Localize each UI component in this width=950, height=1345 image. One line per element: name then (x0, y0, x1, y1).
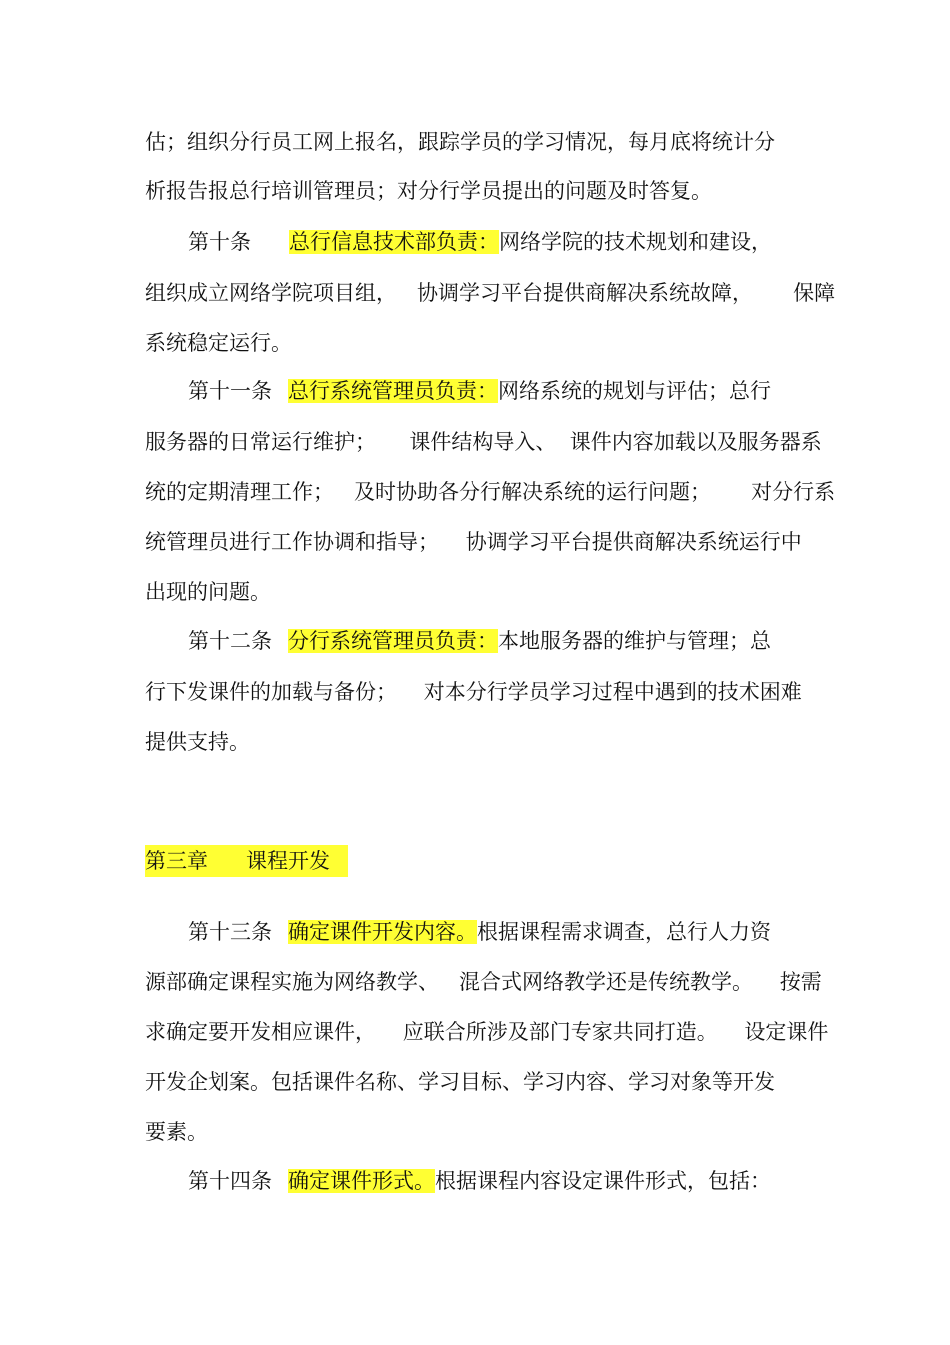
article-11 (188, 376, 771, 406)
article-10 (188, 227, 772, 257)
text-line: 组织成立网络学院项目组， 协调学习平台提供商解决系统故障， 保障 (145, 281, 836, 305)
text-line: 统的定期清理工作； 及时协助各分行解决系统的运行问题； 对分行系 (145, 480, 836, 504)
article-number: 第十一条 (188, 379, 272, 403)
article-text: 根据课程内容设定课件形式，包括： (435, 1169, 771, 1193)
text-line: 出现的问题。 (145, 580, 271, 604)
article-text: 网络系统的规划与评估；总行 (498, 379, 771, 403)
article-heading: 总行系统管理员负责： (288, 379, 498, 403)
text-line: 求确定要开发相应课件， 应联合所涉及部门专家共同打造。 设定课件 (145, 1020, 829, 1044)
article-text: 网络学院的技术规划和建设， (499, 230, 772, 254)
article-14 (188, 1166, 771, 1196)
article-text: 根据课程需求调查，总行人力资 (477, 920, 771, 944)
text-line: 开发企划案。包括课件名称、学习目标、学习内容、学习对象等开发 (145, 1070, 775, 1094)
article-heading: 分行系统管理员负责： (288, 629, 498, 653)
text-line: 要素。 (145, 1120, 208, 1144)
article-12 (188, 626, 771, 656)
article-heading: 总行信息技术部负责： (289, 230, 499, 254)
article-number: 第十条 (188, 230, 251, 254)
chapter-heading (145, 845, 348, 877)
text-line: 析报告报总行培训管理员；对分行学员提出的问题及时答复。 (145, 179, 712, 203)
text-line: 统管理员进行工作协调和指导； 协调学习平台提供商解决系统运行中 (145, 530, 802, 554)
article-number: 第十二条 (188, 629, 272, 653)
text-line: 估；组织分行员工网上报名，跟踪学员的学习情况，每月底将统计分 (145, 130, 775, 154)
chapter-title: 课程开发 (246, 849, 330, 873)
text-line: 服务器的日常运行维护； 课件结构导入、 课件内容加载以及服务器系 (145, 430, 822, 454)
article-number: 第十四条 (188, 1169, 272, 1193)
article-heading: 确定课件开发内容。 (288, 920, 477, 944)
text-line: 源部确定课程实施为网络教学、 混合式网络教学还是传统教学。 按需 (145, 970, 822, 994)
article-heading: 确定课件形式。 (288, 1169, 435, 1193)
text-line: 提供支持。 (145, 730, 250, 754)
article-13 (188, 917, 771, 947)
text-line: 行下发课件的加载与备份； 对本分行学员学习过程中遇到的技术困难 (145, 680, 802, 704)
article-text: 本地服务器的维护与管理；总 (498, 629, 771, 653)
chapter-label: 第三章 (145, 849, 208, 873)
article-number: 第十三条 (188, 920, 272, 944)
text-line: 系统稳定运行。 (145, 331, 292, 355)
